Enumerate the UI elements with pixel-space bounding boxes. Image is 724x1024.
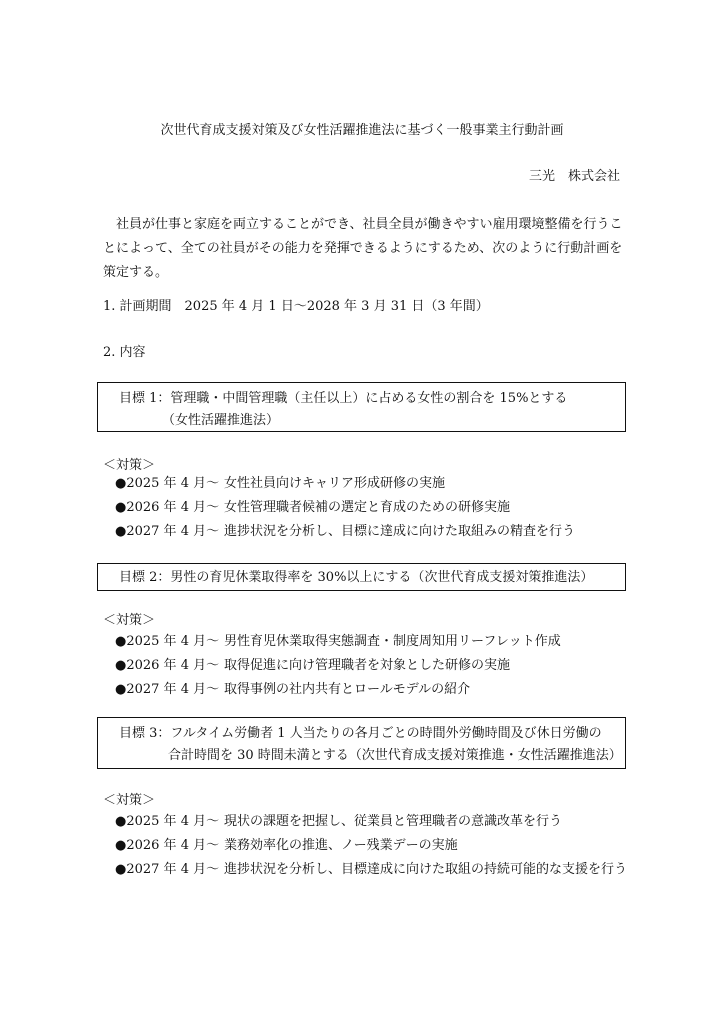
measure-date: 2027 年 4 月～ bbox=[126, 682, 220, 697]
intro-line: とによって、全ての社員がその能力を発揮できるようにするため、次のように行動計画を bbox=[103, 241, 623, 256]
measure-item bbox=[115, 477, 445, 490]
measure-item bbox=[115, 683, 470, 696]
intro-paragraph bbox=[103, 213, 623, 285]
measure-text: 進捗状況を分析し、目標に達成に向けた取組みの精査を行う bbox=[224, 524, 576, 539]
goal-2-box bbox=[97, 563, 626, 591]
measure-text: 取得促進に向け管理職者を対象とした研修の実施 bbox=[224, 658, 511, 673]
measure-text: 進捗状況を分析し、目標達成に向けた取組の持続可能的な支援を行う bbox=[224, 862, 628, 877]
measure-text: 現状の課題を把握し、従業員と管理職者の意識改革を行う bbox=[224, 814, 563, 829]
bullet-icon: ● bbox=[115, 476, 127, 491]
measure-item bbox=[115, 863, 627, 876]
measure-item bbox=[115, 525, 575, 538]
measure-date: 2026 年 4 月～ bbox=[126, 658, 220, 673]
bullet-icon: ● bbox=[115, 814, 127, 829]
bullet-icon: ● bbox=[115, 682, 127, 697]
measure-item bbox=[115, 659, 510, 672]
measure-date: 2027 年 4 月～ bbox=[126, 862, 220, 877]
content-heading: 2. 内容 bbox=[103, 345, 146, 360]
measure-text: 業務効率化の推進、ノー残業デーの実施 bbox=[224, 838, 458, 853]
bullet-icon: ● bbox=[115, 500, 127, 515]
company-name: 三光 株式会社 bbox=[528, 169, 620, 184]
measure-text: 取得事例の社内共有とロールモデルの紹介 bbox=[224, 682, 471, 697]
bullet-icon: ● bbox=[115, 658, 127, 673]
goal-3-line-1: 目標 3：フルタイム労働者 1 人当たりの各月ごとの時間外労働時間及び休日労働の bbox=[119, 726, 602, 741]
measure-date: 2027 年 4 月～ bbox=[126, 524, 220, 539]
measures-label: ＜対策＞ bbox=[103, 458, 156, 473]
measure-text: 男性育児休業取得実態調査・制度周知用リーフレット作成 bbox=[224, 634, 561, 649]
bullet-icon: ● bbox=[115, 634, 127, 649]
goal-1-line-2: （女性活躍推進法） bbox=[162, 413, 280, 428]
intro-line: 社員が仕事と家庭を両立することができ、社員全員が働きやすい雇用環境整備を行うこ bbox=[103, 217, 623, 232]
goal-3-line-2: 合計時間を 30 時間未満とする（次世代育成支援対策推進・女性活躍推進法） bbox=[168, 748, 622, 763]
measure-item bbox=[115, 501, 510, 514]
plan-period: 1. 計画期間 2025 年 4 月 1 日～2028 年 3 月 31 日（3 年間） bbox=[103, 299, 489, 314]
document-title: 次世代育成支援対策及び女性活躍推進法に基づく一般事業主行動計画 bbox=[160, 123, 564, 138]
measure-item bbox=[115, 815, 562, 828]
measure-item bbox=[115, 839, 458, 852]
bullet-icon: ● bbox=[115, 838, 127, 853]
measure-text: 女性管理職者候補の選定と育成のための研修実施 bbox=[224, 500, 511, 515]
measure-date: 2025 年 4 月～ bbox=[126, 476, 220, 491]
measure-item bbox=[115, 635, 561, 648]
intro-line: 策定する。 bbox=[103, 265, 169, 280]
goal-3-box bbox=[97, 717, 626, 769]
measure-date: 2025 年 4 月～ bbox=[126, 814, 220, 829]
bullet-icon: ● bbox=[115, 862, 127, 877]
measure-text: 女性社員向けキャリア形成研修の実施 bbox=[224, 476, 446, 491]
goal-2-line-1: 目標 2：男性の育児休業取得率を 30%以上にする（次世代育成支援対策推進法） bbox=[119, 570, 594, 585]
measures-label: ＜対策＞ bbox=[103, 613, 156, 628]
measure-date: 2026 年 4 月～ bbox=[126, 838, 220, 853]
measure-date: 2025 年 4 月～ bbox=[126, 634, 220, 649]
bullet-icon: ● bbox=[115, 524, 127, 539]
goal-1-box bbox=[97, 382, 626, 432]
goal-1-line-1: 目標 1：管理職・中間管理職（主任以上）に占める女性の割合を 15%とする bbox=[119, 391, 568, 406]
measures-label: ＜対策＞ bbox=[103, 793, 156, 808]
measure-date: 2026 年 4 月～ bbox=[126, 500, 220, 515]
